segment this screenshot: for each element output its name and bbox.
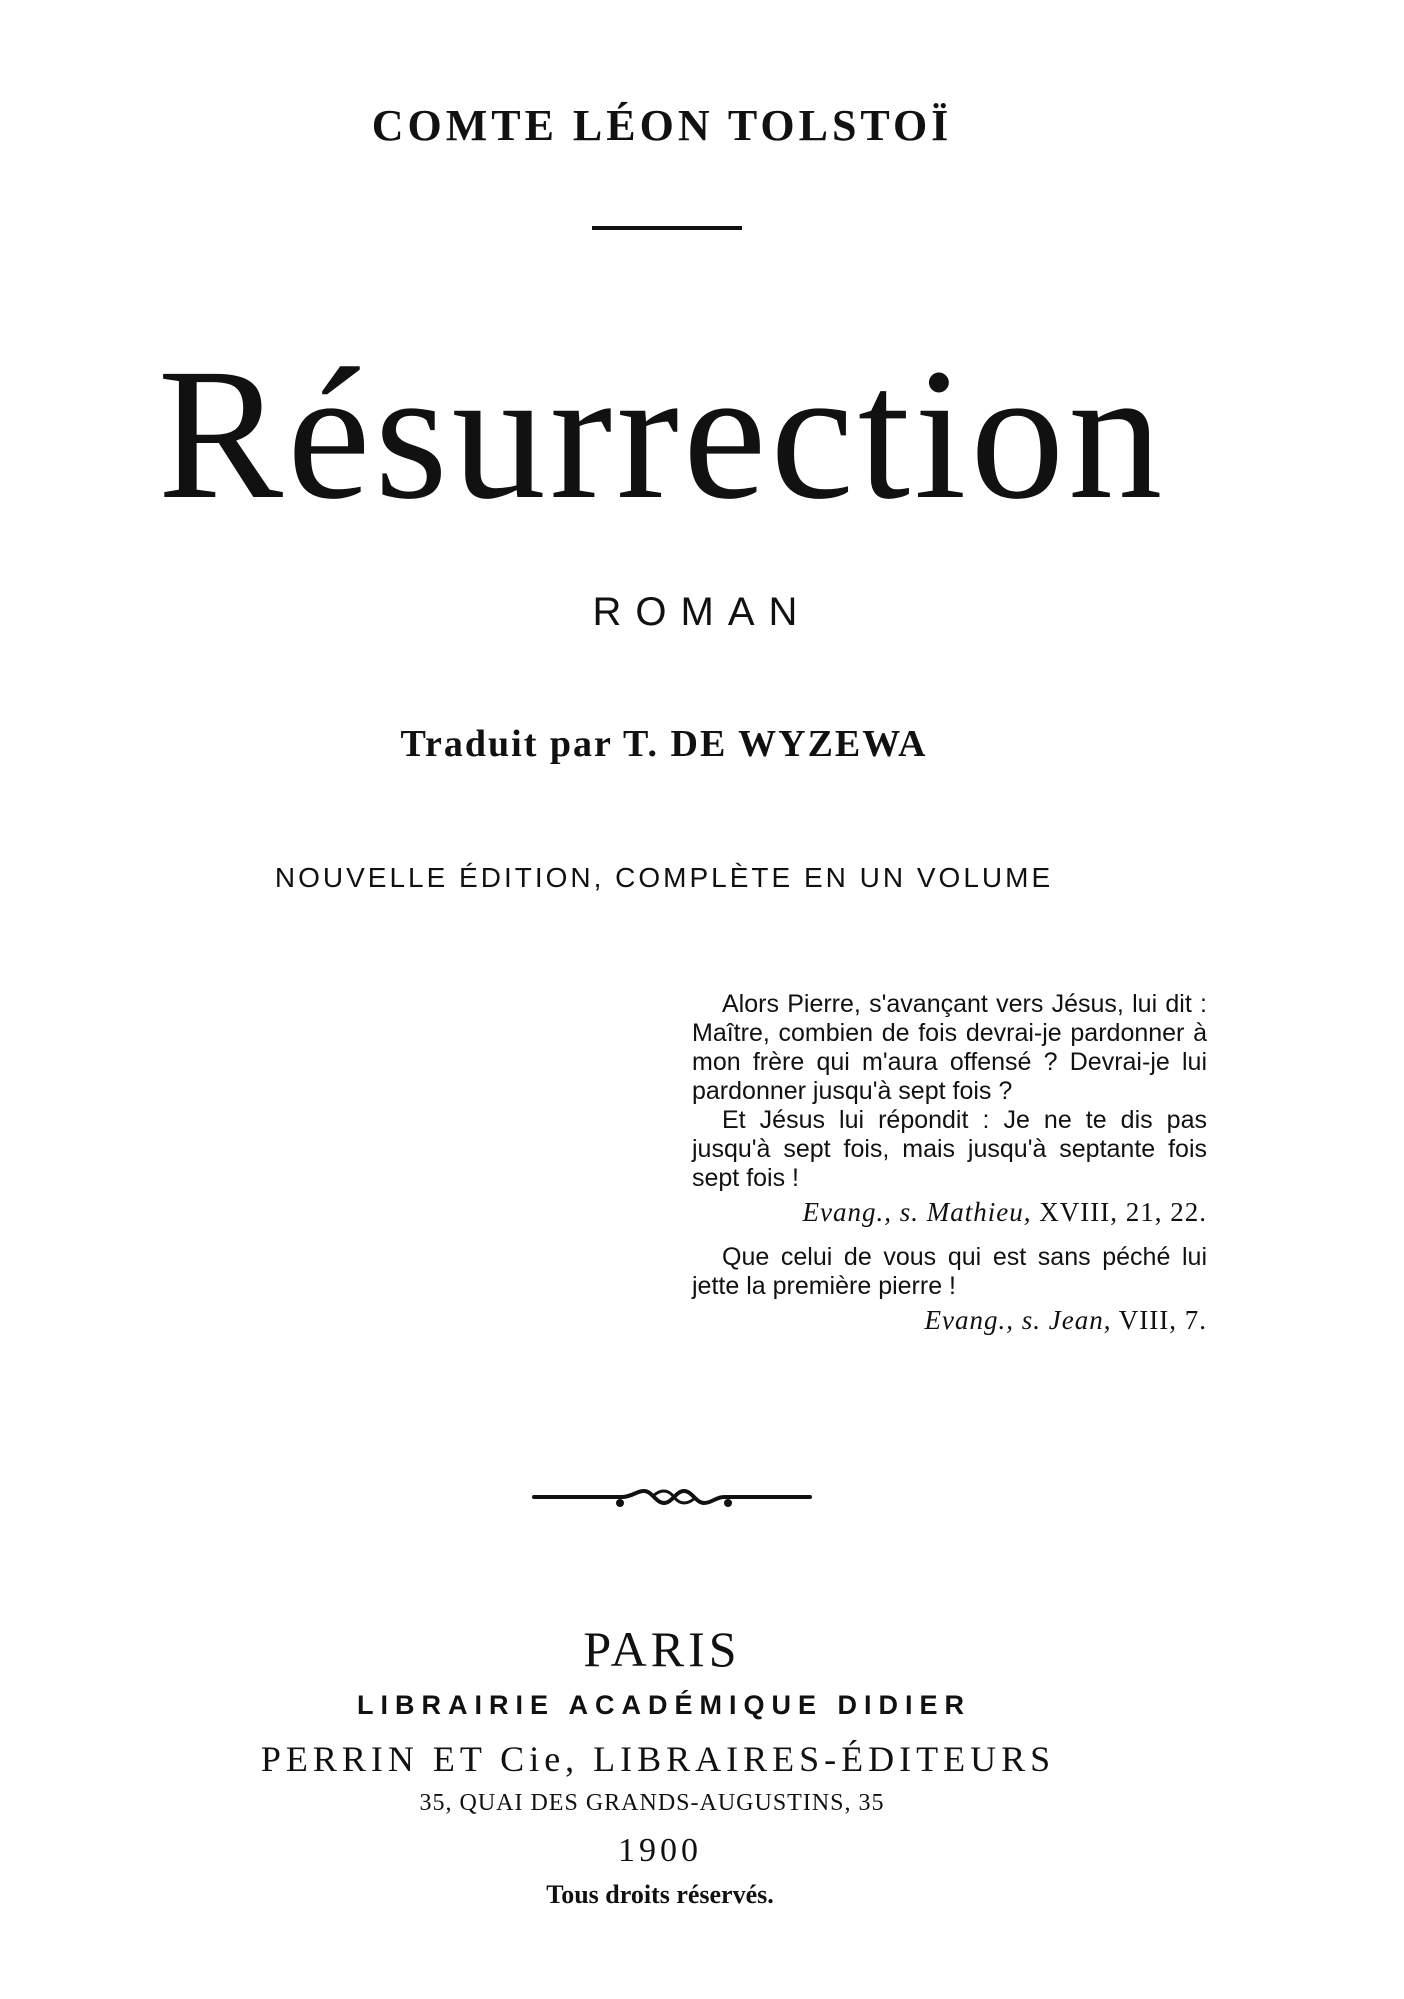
epigraph-source	[692, 1303, 1207, 1337]
epigraph-text	[692, 1243, 1207, 1301]
epigraph-text	[692, 990, 1207, 1193]
epigraph-source	[692, 1195, 1207, 1229]
divider-rule	[592, 226, 742, 230]
imprint-address: 35, QUAI DES GRANDS-AUGUSTINS, 35	[419, 1790, 885, 1816]
imprint-publisher-line2: PERRIN ET Cie, LIBRAIRES-ÉDITEURS	[260, 1739, 1056, 1779]
source-work: Evang., s. Mathieu,	[802, 1197, 1032, 1227]
epigraph-paragraph: Que celui de vous qui est sans péché lui jette la première pierre !	[692, 1243, 1207, 1300]
genre-label: ROMAN	[592, 590, 812, 634]
translator-credit: Traduit par T. DE WYZEWA	[400, 723, 928, 765]
decorative-flourish-icon	[532, 1482, 812, 1512]
epigraph-matthew	[692, 990, 1207, 1229]
source-reference: XVIII, 21, 22.	[1039, 1197, 1207, 1227]
edition-note: NOUVELLE ÉDITION, COMPLÈTE EN UN VOLUME	[274, 862, 1054, 893]
imprint-year: 1900	[618, 1832, 702, 1869]
imprint-publisher: LIBRAIRIE ACADÉMIQUE DIDIER	[356, 1690, 971, 1720]
rights-notice: Tous droits réservés.	[546, 1880, 774, 1909]
book-title: Résurrection	[157, 329, 1167, 538]
epigraph-block	[692, 990, 1207, 1351]
author-name: COMTE LÉON TOLSTOÏ	[371, 101, 953, 150]
epigraph-paragraph: Alors Pierre, s'avançant vers Jésus, lui dit : Maître, combien de fois devrai-je pardonner à mon frère qui m'aura offensé ? Devrai-je lui pardonner jusqu'à sept fois ?	[692, 990, 1207, 1105]
source-reference: VIII, 7.	[1118, 1305, 1207, 1335]
epigraph-john	[692, 1243, 1207, 1337]
source-work: Evang., s. Jean,	[924, 1305, 1112, 1335]
imprint-city: PARIS	[583, 1621, 741, 1677]
epigraph-paragraph: Et Jésus lui répondit : Je ne te dis pas jusqu'à sept fois, mais jusqu'à septante fois sept fois !	[692, 1106, 1207, 1192]
